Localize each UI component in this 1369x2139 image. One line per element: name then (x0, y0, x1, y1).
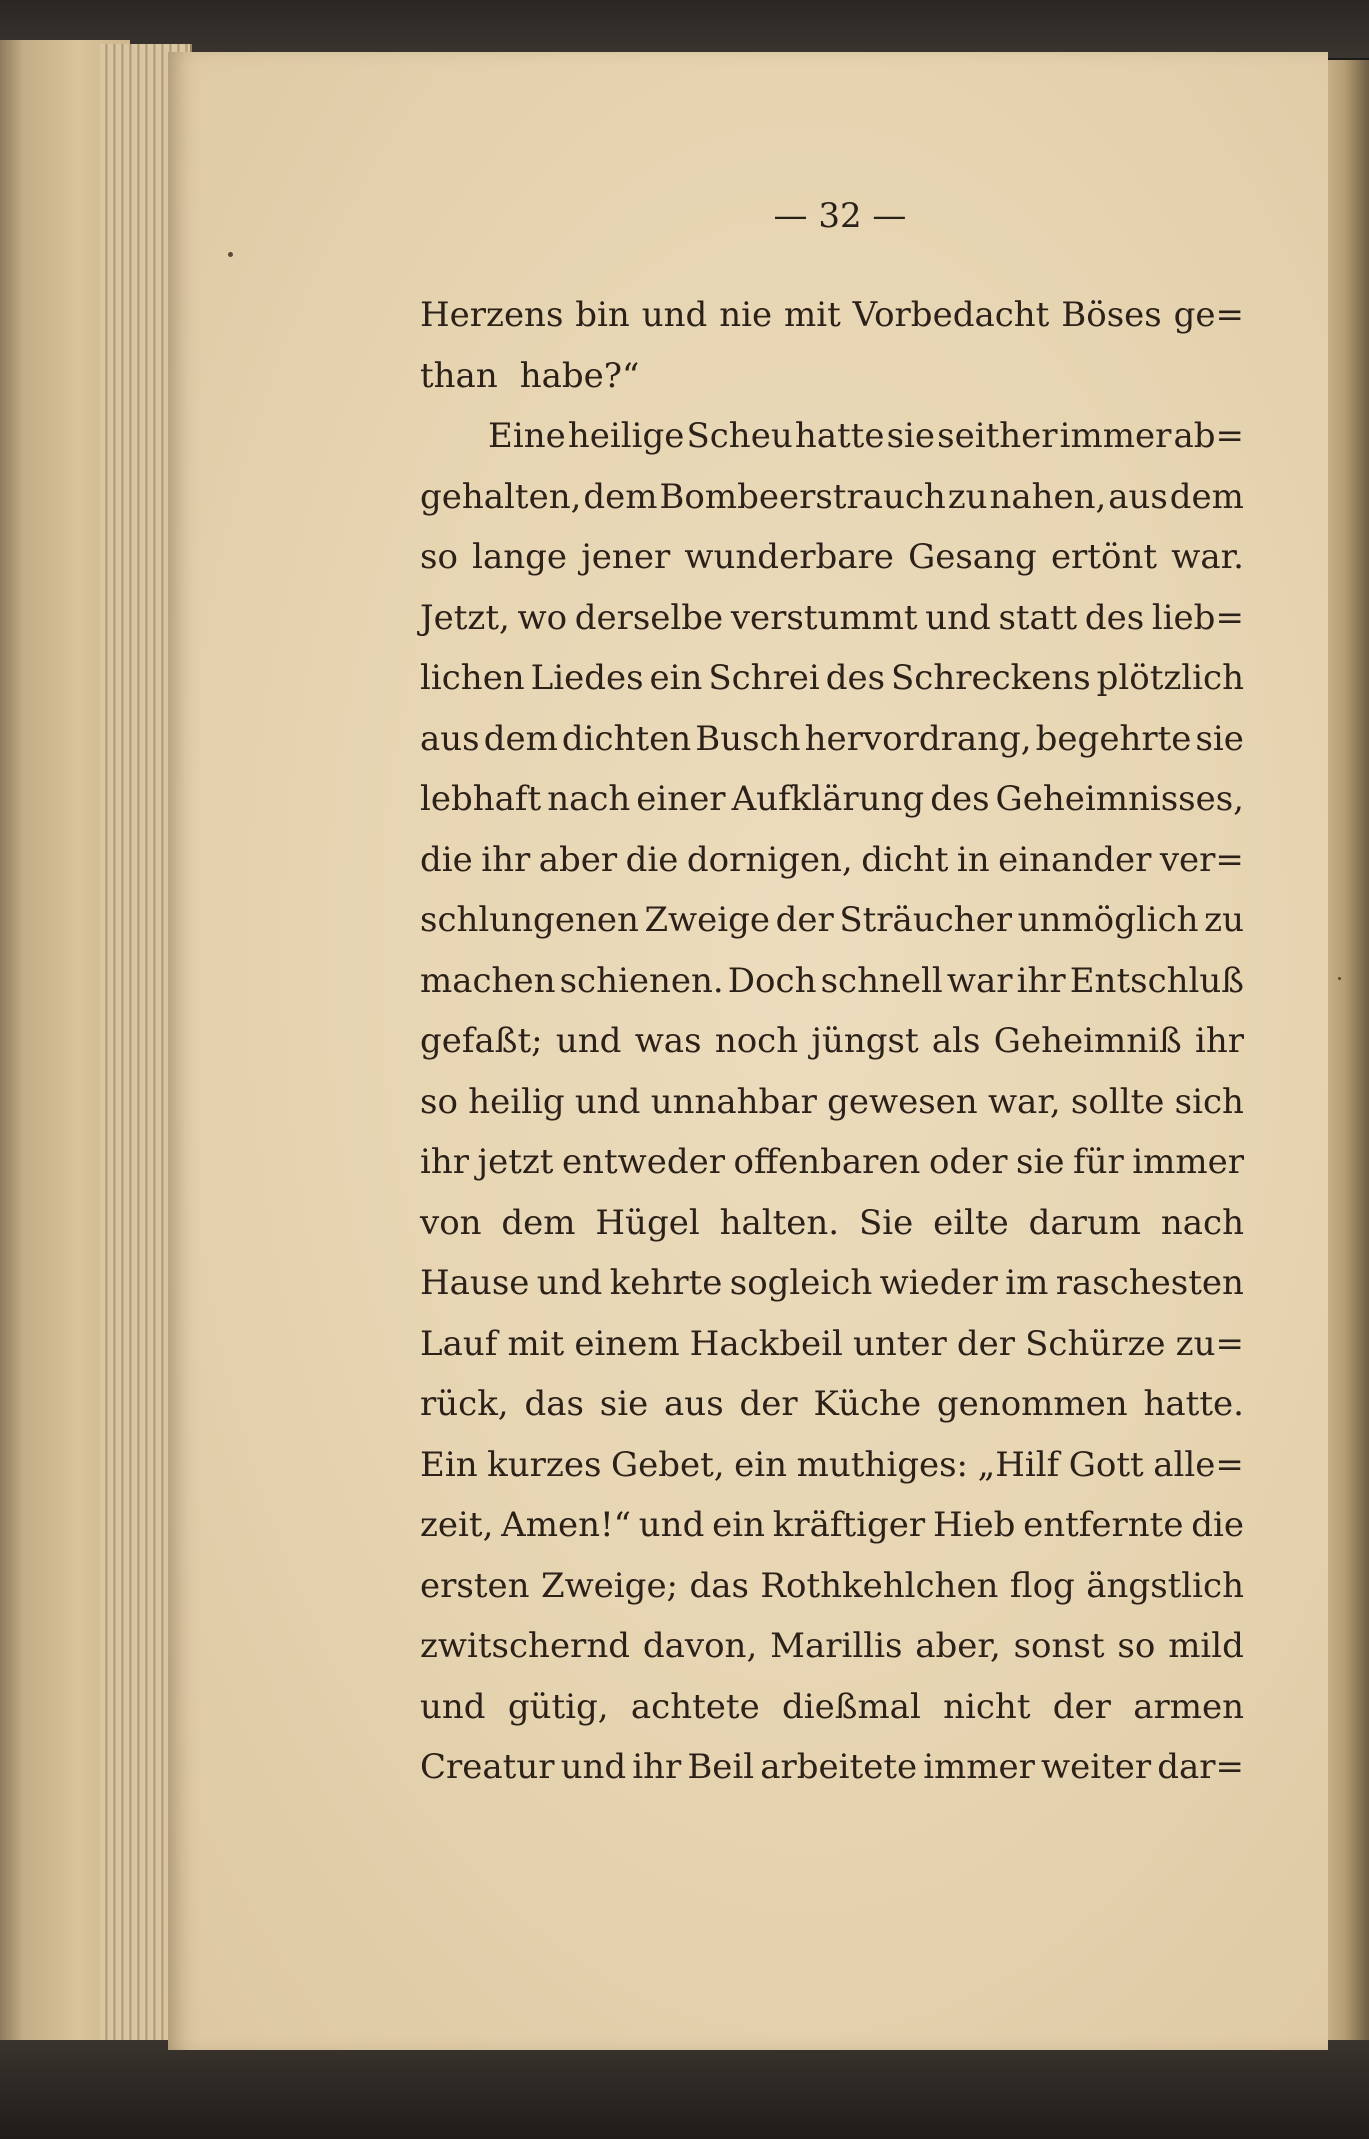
word: ver= (1159, 839, 1244, 880)
word: Schrei (708, 658, 820, 698)
word: unnahbar (650, 1081, 817, 1122)
text-line (420, 406, 1244, 467)
word: ihr (1016, 960, 1066, 1001)
text-line (420, 1072, 1244, 1133)
word: ihr (420, 1142, 470, 1182)
word: und (638, 1505, 705, 1545)
word: kehrte (609, 1263, 723, 1303)
word: ihr (1194, 1021, 1244, 1061)
word: war, (987, 1081, 1061, 1122)
word: was (634, 1021, 702, 1061)
word: die (625, 839, 679, 880)
word: Creatur (420, 1747, 555, 1787)
word: Hackbeil (689, 1323, 843, 1364)
word: habe?“ (519, 355, 640, 396)
word: lebhaft (420, 779, 542, 819)
word: begehrte (1035, 718, 1192, 759)
word: jener (581, 537, 671, 577)
word: und (420, 1686, 486, 1727)
word: plötzlich (1096, 658, 1244, 698)
word: Zweige; (540, 1565, 679, 1606)
word: Doch (727, 960, 817, 1001)
word: dicht (861, 839, 949, 880)
word: hatte. (1143, 1384, 1244, 1424)
word: aber (538, 839, 618, 880)
text-line (420, 951, 1244, 1012)
word: dem (483, 718, 558, 759)
word: nie (719, 295, 773, 335)
word: aus (420, 718, 480, 759)
word: wieder (879, 1263, 998, 1303)
word: Herzens (420, 295, 564, 335)
word: immer (1132, 1142, 1244, 1182)
word: Eine (488, 416, 566, 456)
word: Küche (813, 1384, 922, 1424)
word: im (1005, 1263, 1049, 1303)
word: wunderbare (684, 537, 894, 577)
word: Geheimniß (993, 1021, 1182, 1061)
word: so (420, 1081, 458, 1122)
word: hervordrang, (804, 718, 1032, 759)
word: dem (1169, 476, 1244, 517)
word: dießmal (781, 1686, 921, 1727)
word: gütig, (507, 1686, 609, 1727)
word: Gott (1068, 1444, 1144, 1485)
word: ein (649, 658, 703, 698)
word: mit (783, 295, 841, 335)
word: sich (1174, 1081, 1244, 1122)
word: mit (507, 1323, 565, 1364)
word: sie (1195, 718, 1244, 759)
text-line (420, 830, 1244, 891)
word: Gesang (908, 537, 1037, 577)
text-line (420, 1193, 1244, 1254)
word: weiter (1041, 1747, 1152, 1787)
word: gehalten, (420, 476, 582, 517)
word: than (420, 355, 498, 396)
word: dichten (561, 718, 692, 759)
word: jüngst (811, 1021, 919, 1061)
word: war (946, 960, 1013, 1001)
word: als (931, 1021, 981, 1061)
text-line (420, 1677, 1244, 1738)
word: und (925, 597, 991, 638)
word: immer (923, 1747, 1035, 1787)
word: des (825, 658, 886, 698)
word: das (689, 1565, 749, 1606)
word: die (1191, 1505, 1244, 1545)
word: Marillis (770, 1626, 903, 1666)
word: Ein (420, 1444, 478, 1485)
word: dem (583, 476, 658, 517)
word: Hügel (595, 1202, 700, 1243)
word: ihr (481, 839, 531, 880)
word: verstummt (730, 597, 918, 638)
word: dem (501, 1202, 576, 1243)
text-line (420, 890, 1244, 951)
word: nach (547, 779, 631, 819)
text-line (420, 588, 1244, 649)
text-line (420, 1374, 1244, 1435)
word: oder (928, 1142, 1008, 1182)
word: schienen. (559, 960, 724, 1001)
word: „Hilf (977, 1444, 1060, 1485)
word: dar= (1157, 1747, 1244, 1787)
text-line (420, 285, 1244, 346)
word: und (641, 295, 708, 335)
word: Vorbedacht (852, 295, 1050, 335)
word: von (420, 1202, 482, 1243)
word: kräftiger (772, 1505, 926, 1545)
text-line (420, 1435, 1244, 1496)
word: achtete (630, 1686, 760, 1727)
word: Sie (858, 1202, 914, 1243)
word: sollte (1070, 1081, 1165, 1122)
word: nach (1160, 1202, 1244, 1243)
word: Aufklärung (731, 779, 925, 819)
word: mild (1168, 1626, 1244, 1666)
text-line (420, 709, 1244, 770)
word: heilig (468, 1081, 565, 1122)
word: Böses (1061, 295, 1162, 335)
word: machen (420, 960, 556, 1001)
book-cover-bottom (0, 2040, 1369, 2139)
word: ein (712, 1505, 766, 1545)
text-line (420, 1253, 1244, 1314)
word: muthiges: (796, 1444, 969, 1485)
word: Schreckens (890, 658, 1091, 698)
word: heilige (567, 416, 685, 456)
word: halten. (719, 1202, 840, 1243)
word: derselbe (574, 597, 724, 638)
word: aber, (915, 1626, 1001, 1666)
word: zeit, (420, 1505, 494, 1545)
text-line (420, 527, 1244, 588)
word: lichen (420, 658, 525, 698)
word: gewesen (827, 1081, 978, 1122)
word: lieb= (1151, 597, 1244, 638)
word: ängstlich (1086, 1565, 1244, 1606)
word: der (956, 1323, 1016, 1364)
word: der (775, 900, 834, 940)
word: Hieb (932, 1505, 1016, 1545)
word: in (956, 839, 990, 880)
word: rück, (420, 1384, 509, 1424)
word: flog (1009, 1565, 1075, 1606)
text-line (420, 648, 1244, 709)
word: des (1084, 597, 1145, 638)
word: dornigen, (686, 839, 853, 880)
word: war. (1171, 537, 1244, 577)
word: sogleich (729, 1263, 873, 1303)
word: raschesten (1055, 1263, 1244, 1303)
word: Liedes (530, 658, 644, 698)
word: zu (1204, 900, 1244, 940)
word: sie (599, 1384, 649, 1424)
word: Hause (420, 1263, 530, 1303)
word: zwitschernd (420, 1626, 630, 1666)
word: zu= (1175, 1323, 1244, 1364)
word: Schürze (1025, 1323, 1166, 1364)
word: Scheu (686, 416, 793, 456)
page-number: — 32 — (773, 196, 907, 236)
word: bin (575, 295, 630, 335)
text-line (420, 1556, 1244, 1617)
word: unter (852, 1323, 947, 1364)
word: die (420, 839, 473, 880)
word: hatte (794, 416, 885, 456)
word: armen (1133, 1686, 1244, 1727)
text-line (420, 1314, 1244, 1375)
word: ab= (1173, 416, 1244, 456)
word: Busch (695, 718, 801, 759)
word: zu (947, 476, 988, 517)
word: seither (937, 416, 1058, 456)
word: das (524, 1384, 584, 1424)
text-line (420, 1495, 1244, 1556)
word: ersten (420, 1565, 530, 1606)
word: arbeitete (760, 1747, 918, 1787)
word: sie (886, 416, 936, 456)
word: gefaßt; (420, 1021, 543, 1061)
word: einander (998, 839, 1152, 880)
word: Zweige (644, 900, 771, 940)
word: ihr (632, 1747, 682, 1787)
word: ertönt (1050, 537, 1158, 577)
text-line (420, 1011, 1244, 1072)
word: aus (1108, 476, 1168, 517)
word: noch (714, 1021, 799, 1061)
word: jetzt (477, 1142, 554, 1182)
word: und (555, 1021, 622, 1061)
text-line (420, 1737, 1244, 1798)
word: so (420, 537, 458, 577)
word: einer (636, 779, 726, 819)
word: unmöglich (1017, 900, 1199, 940)
word: für (1073, 1142, 1124, 1182)
word: Bombeerstrauch (659, 476, 946, 517)
word: Rothkehlchen (760, 1565, 999, 1606)
word: nahen, (989, 476, 1107, 517)
word: entfernte (1023, 1505, 1184, 1545)
word: und (574, 1081, 641, 1122)
word: Entschluß (1069, 960, 1244, 1001)
text-line (420, 769, 1244, 830)
word: eilte (933, 1202, 1009, 1243)
word: davon, (642, 1626, 758, 1666)
word: statt (998, 597, 1078, 638)
word: nicht (943, 1686, 1031, 1727)
word: sonst (1013, 1626, 1105, 1666)
word: Amen!“ (501, 1505, 632, 1545)
word: des (930, 779, 990, 819)
word: alle= (1153, 1444, 1244, 1485)
word: Sträucher (839, 900, 1013, 940)
text-line (420, 467, 1244, 528)
word: lange (472, 537, 568, 577)
text-line (420, 1132, 1244, 1193)
word: sie (1016, 1142, 1065, 1182)
word: kurzes (487, 1444, 602, 1485)
word: der (1052, 1686, 1111, 1727)
text-line (420, 346, 1244, 407)
word: darum (1028, 1202, 1142, 1243)
word: Lauf (420, 1323, 498, 1364)
page-body-text (420, 285, 1244, 1798)
word: schlungenen (420, 900, 639, 940)
text-line (420, 1616, 1244, 1677)
word: Beil (687, 1747, 755, 1787)
paper-speck (228, 252, 233, 257)
word: Geheimnisses, (995, 779, 1244, 819)
word: einem (574, 1323, 680, 1364)
word: entweder (561, 1142, 725, 1182)
word: Jetzt, (420, 597, 510, 638)
word: und (560, 1747, 627, 1787)
word: so (1117, 1626, 1156, 1666)
word: ein (734, 1444, 788, 1485)
word: der (739, 1384, 798, 1424)
word: und (536, 1263, 603, 1303)
word: immer (1059, 416, 1172, 456)
word: aus (664, 1384, 724, 1424)
word: wo (517, 597, 568, 638)
word: schnell (820, 960, 943, 1001)
word: ge= (1173, 295, 1244, 335)
book-cover-top (0, 0, 1369, 58)
word: genommen (936, 1384, 1128, 1424)
word: offenbaren (733, 1142, 921, 1182)
paper-speck (1338, 977, 1341, 980)
word: Gebet, (610, 1444, 725, 1485)
